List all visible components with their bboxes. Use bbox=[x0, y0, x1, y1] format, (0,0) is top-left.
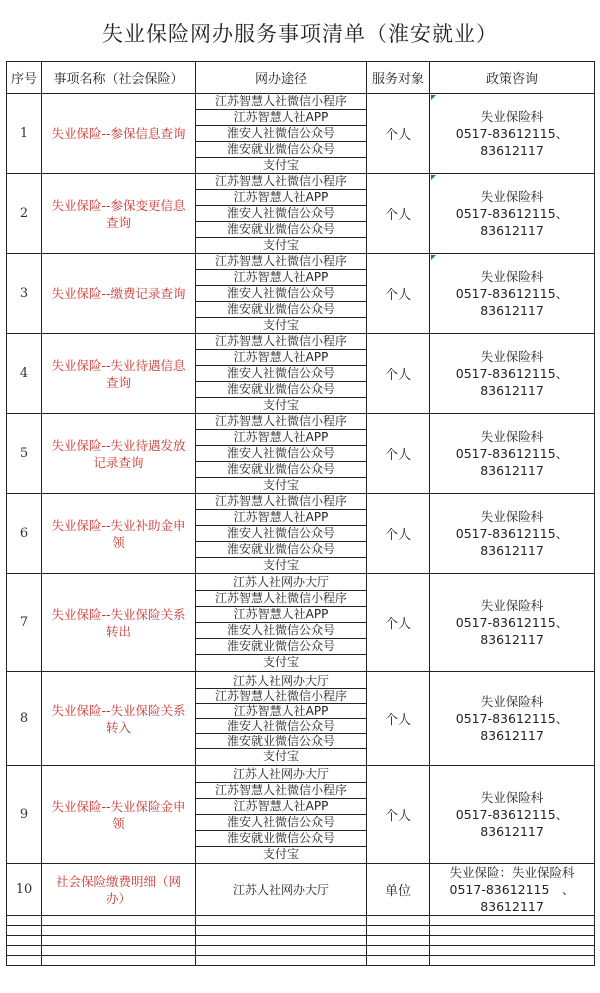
empty-cell bbox=[430, 936, 595, 946]
item-name: 失业保险--失业待遇发放记录查询 bbox=[51, 437, 186, 470]
item-name-cell bbox=[42, 334, 196, 414]
channel-item: 支付宝 bbox=[262, 158, 299, 172]
table-row bbox=[7, 494, 595, 574]
consult-line: 83612117 bbox=[480, 303, 544, 318]
item-name: 失业保险--失业补助金申领 bbox=[51, 517, 186, 550]
channel-item: 江苏人社网办大厅 bbox=[196, 575, 366, 591]
empty-row bbox=[7, 956, 595, 966]
empty-cell bbox=[7, 926, 42, 936]
empty-cell bbox=[196, 946, 367, 956]
consult-line: 0517-83612115、 bbox=[455, 526, 569, 541]
item-name: 失业保险--失业待遇信息查询 bbox=[51, 357, 186, 390]
channel-item: 淮安就业微信公众号 bbox=[196, 222, 366, 238]
channel-item: 江苏智慧人社微信小程序 bbox=[196, 783, 366, 799]
empty-cell bbox=[7, 916, 42, 926]
item-name: 失业保险--参保信息查询 bbox=[51, 126, 186, 141]
consult-line: 0517-83612115、 bbox=[455, 446, 569, 461]
channels-cell bbox=[196, 672, 367, 766]
service-target: 个人 bbox=[367, 414, 430, 494]
row-index: 8 bbox=[7, 672, 42, 766]
channel-item: 江苏人社网办大厅 bbox=[196, 767, 366, 783]
channel-item: 淮安就业微信公众号 bbox=[196, 302, 366, 318]
policy-consult-cell bbox=[430, 174, 595, 254]
empty-row bbox=[7, 916, 595, 926]
document-title: 失业保险网办服务事项清单（淮安就业） bbox=[102, 22, 498, 46]
channel-list bbox=[196, 94, 366, 173]
channel-list bbox=[196, 575, 366, 670]
empty-cell bbox=[430, 916, 595, 926]
channel-item: 淮安人社微信公众号 bbox=[196, 623, 366, 639]
empty-row bbox=[7, 926, 595, 936]
channels-cell bbox=[196, 94, 367, 174]
channel-item: 淮安人社微信公众号 bbox=[196, 815, 366, 831]
consult-line: 83612117 bbox=[480, 143, 544, 158]
consult-line: 0517-83612115、 bbox=[455, 366, 569, 381]
empty-cell bbox=[196, 916, 367, 926]
consult-line: 0517-83612115、 bbox=[455, 206, 569, 221]
service-target: 个人 bbox=[367, 94, 430, 174]
channels-cell bbox=[196, 494, 367, 574]
empty-cell bbox=[7, 956, 42, 966]
empty-cell bbox=[430, 946, 595, 956]
channel-item: 支付宝 bbox=[262, 398, 299, 412]
item-name: 失业保险--缴费记录查询 bbox=[51, 286, 186, 301]
channel-item: 江苏智慧人社APP bbox=[196, 110, 366, 126]
consult-line: 83612117 bbox=[480, 223, 544, 238]
service-target: 个人 bbox=[367, 334, 430, 414]
item-name: 失业保险--失业保险关系转入 bbox=[51, 702, 186, 735]
channel-item: 淮安就业微信公众号 bbox=[196, 462, 366, 478]
item-name: 失业保险--失业保险关系转出 bbox=[51, 606, 186, 639]
consult-line: 失业保险科 bbox=[480, 349, 544, 364]
empty-cell bbox=[42, 926, 196, 936]
empty-cell bbox=[367, 936, 430, 946]
consult-line: 83612117 bbox=[480, 632, 544, 647]
consult-line: 失业保险科 bbox=[480, 429, 544, 444]
consult-line: 0517-83612115 、 bbox=[449, 882, 575, 897]
channel-item: 江苏智慧人社APP bbox=[196, 704, 366, 719]
consult-line: 0517-83612115、 bbox=[455, 286, 569, 301]
policy-consult-cell bbox=[430, 494, 595, 574]
channel-item: 江苏智慧人社APP bbox=[196, 510, 366, 526]
consult-line: 83612117 bbox=[480, 383, 544, 398]
empty-cell bbox=[367, 956, 430, 966]
service-target: 个人 bbox=[367, 672, 430, 766]
channels-cell bbox=[196, 174, 367, 254]
empty-cell bbox=[7, 936, 42, 946]
item-name-cell bbox=[42, 254, 196, 334]
consult-line: 83612117 bbox=[480, 899, 544, 914]
table-row bbox=[7, 414, 595, 494]
policy-consult-cell bbox=[430, 94, 595, 174]
channel-item: 淮安人社微信公众号 bbox=[196, 446, 366, 462]
header-channels: 网办途径 bbox=[196, 62, 367, 94]
empty-cell bbox=[430, 926, 595, 936]
cell-comment-marker bbox=[431, 255, 436, 260]
item-name: 失业保险--失业保险金申领 bbox=[51, 798, 186, 831]
empty-cell bbox=[42, 946, 196, 956]
channel-item: 江苏智慧人社APP bbox=[196, 607, 366, 623]
channel-item: 江苏智慧人社APP bbox=[196, 270, 366, 286]
policy-consult-cell bbox=[430, 414, 595, 494]
header-name: 事项名称（社会保险） bbox=[42, 62, 196, 94]
item-name-cell bbox=[42, 494, 196, 574]
channel-item: 江苏智慧人社APP bbox=[196, 350, 366, 366]
channel-list bbox=[196, 866, 366, 914]
channels-cell bbox=[196, 254, 367, 334]
channel-list bbox=[196, 674, 366, 763]
header-row bbox=[7, 62, 595, 94]
empty-cell bbox=[367, 946, 430, 956]
policy-consult-cell bbox=[430, 672, 595, 766]
channel-item: 淮安人社微信公众号 bbox=[196, 286, 366, 302]
service-target: 个人 bbox=[367, 174, 430, 254]
row-index: 6 bbox=[7, 494, 42, 574]
service-target: 单位 bbox=[367, 864, 430, 916]
channel-item: 江苏人社网办大厅 bbox=[232, 882, 329, 897]
channel-item: 支付宝 bbox=[262, 749, 299, 763]
cell-comment-marker bbox=[431, 175, 436, 180]
channel-item: 江苏智慧人社APP bbox=[196, 190, 366, 206]
channel-item: 江苏智慧人社微信小程序 bbox=[196, 494, 366, 510]
empty-cell bbox=[367, 916, 430, 926]
channels-cell bbox=[196, 864, 367, 916]
empty-cell bbox=[196, 936, 367, 946]
channel-item: 淮安人社微信公众号 bbox=[196, 126, 366, 142]
service-target: 个人 bbox=[367, 574, 430, 672]
channel-list bbox=[196, 334, 366, 413]
service-list-table bbox=[6, 61, 595, 966]
channels-cell bbox=[196, 766, 367, 864]
channel-item: 淮安人社微信公众号 bbox=[196, 366, 366, 382]
consult-line: 83612117 bbox=[480, 463, 544, 478]
channels-cell bbox=[196, 414, 367, 494]
policy-consult-cell bbox=[430, 864, 595, 916]
item-name-cell bbox=[42, 864, 196, 916]
consult-line: 失业保险科 bbox=[480, 189, 544, 204]
channel-item: 江苏智慧人社微信小程序 bbox=[196, 334, 366, 350]
channel-item: 支付宝 bbox=[262, 478, 299, 492]
row-index: 3 bbox=[7, 254, 42, 334]
channel-item: 支付宝 bbox=[262, 558, 299, 572]
channel-item: 淮安人社微信公众号 bbox=[196, 206, 366, 222]
channel-item: 淮安人社微信公众号 bbox=[196, 719, 366, 734]
channel-item: 淮安就业微信公众号 bbox=[196, 382, 366, 398]
empty-cell bbox=[430, 956, 595, 966]
channel-item: 江苏智慧人社APP bbox=[196, 799, 366, 815]
channel-item: 淮安就业微信公众号 bbox=[196, 639, 366, 655]
channel-item: 江苏智慧人社APP bbox=[196, 430, 366, 446]
table-row bbox=[7, 94, 595, 174]
table-row bbox=[7, 254, 595, 334]
policy-consult-cell bbox=[430, 334, 595, 414]
consult-line: 0517-83612115、 bbox=[455, 807, 569, 822]
item-name-cell bbox=[42, 94, 196, 174]
consult-line: 0517-83612115、 bbox=[455, 615, 569, 630]
empty-row bbox=[7, 946, 595, 956]
empty-cell bbox=[42, 916, 196, 926]
row-index: 10 bbox=[7, 864, 42, 916]
consult-line: 83612117 bbox=[480, 728, 544, 743]
item-name: 社会保险缴费明细（网办） bbox=[55, 873, 181, 906]
table-row bbox=[7, 574, 595, 672]
channel-list bbox=[196, 414, 366, 493]
consult-line: 83612117 bbox=[480, 543, 544, 558]
cell-comment-marker bbox=[431, 95, 436, 100]
channel-list bbox=[196, 174, 366, 253]
consult-line: 83612117 bbox=[480, 824, 544, 839]
channel-item: 淮安就业微信公众号 bbox=[196, 734, 366, 749]
item-name: 失业保险--参保变更信息查询 bbox=[51, 197, 186, 230]
channel-item: 支付宝 bbox=[262, 655, 299, 669]
channel-list bbox=[196, 494, 366, 573]
service-target: 个人 bbox=[367, 254, 430, 334]
channel-item: 江苏智慧人社微信小程序 bbox=[196, 254, 366, 270]
header-target: 服务对象 bbox=[367, 62, 430, 94]
consult-line: 0517-83612115、 bbox=[455, 126, 569, 141]
row-index: 7 bbox=[7, 574, 42, 672]
channels-cell bbox=[196, 334, 367, 414]
empty-cell bbox=[7, 946, 42, 956]
consult-line: 失业保险：失业保险科 bbox=[449, 865, 575, 880]
consult-line: 失业保险科 bbox=[480, 109, 544, 124]
channel-item: 淮安就业微信公众号 bbox=[196, 142, 366, 158]
channel-item: 淮安就业微信公众号 bbox=[196, 831, 366, 847]
consult-line: 失业保险科 bbox=[480, 509, 544, 524]
consult-line: 失业保险科 bbox=[480, 790, 544, 805]
channel-item: 江苏智慧人社微信小程序 bbox=[196, 94, 366, 110]
policy-consult-cell bbox=[430, 574, 595, 672]
empty-cell bbox=[196, 926, 367, 936]
empty-cell bbox=[196, 956, 367, 966]
table-row bbox=[7, 766, 595, 864]
policy-consult-cell bbox=[430, 254, 595, 334]
channel-list bbox=[196, 254, 366, 333]
item-name-cell bbox=[42, 174, 196, 254]
channel-item: 支付宝 bbox=[262, 318, 299, 332]
consult-line: 失业保险科 bbox=[480, 269, 544, 284]
empty-cell bbox=[42, 936, 196, 946]
row-index: 5 bbox=[7, 414, 42, 494]
consult-line: 失业保险科 bbox=[480, 694, 544, 709]
item-name-cell bbox=[42, 414, 196, 494]
channel-list bbox=[196, 767, 366, 862]
policy-consult-cell bbox=[430, 766, 595, 864]
channel-item: 江苏智慧人社微信小程序 bbox=[196, 591, 366, 607]
table-row bbox=[7, 864, 595, 916]
channel-item: 淮安人社微信公众号 bbox=[196, 526, 366, 542]
row-index: 9 bbox=[7, 766, 42, 864]
channel-item: 支付宝 bbox=[262, 847, 299, 861]
channel-item: 江苏智慧人社微信小程序 bbox=[196, 174, 366, 190]
channel-item: 淮安就业微信公众号 bbox=[196, 542, 366, 558]
item-name-cell bbox=[42, 672, 196, 766]
item-name-cell bbox=[42, 766, 196, 864]
header-index: 序号 bbox=[7, 62, 42, 94]
channel-item: 支付宝 bbox=[262, 238, 299, 252]
channel-item: 江苏人社网办大厅 bbox=[196, 674, 366, 689]
row-index: 1 bbox=[7, 94, 42, 174]
table-row bbox=[7, 174, 595, 254]
consult-line: 0517-83612115、 bbox=[455, 711, 569, 726]
row-index: 2 bbox=[7, 174, 42, 254]
channel-item: 江苏智慧人社微信小程序 bbox=[196, 689, 366, 704]
row-index: 4 bbox=[7, 334, 42, 414]
consult-line: 失业保险科 bbox=[480, 598, 544, 613]
channels-cell bbox=[196, 574, 367, 672]
table-row bbox=[7, 334, 595, 414]
header-consult: 政策咨询 bbox=[430, 62, 595, 94]
channel-item: 江苏智慧人社微信小程序 bbox=[196, 414, 366, 430]
empty-row bbox=[7, 936, 595, 946]
empty-cell bbox=[42, 956, 196, 966]
service-target: 个人 bbox=[367, 766, 430, 864]
service-target: 个人 bbox=[367, 494, 430, 574]
item-name-cell bbox=[42, 574, 196, 672]
table-row bbox=[7, 672, 595, 766]
empty-cell bbox=[367, 926, 430, 936]
